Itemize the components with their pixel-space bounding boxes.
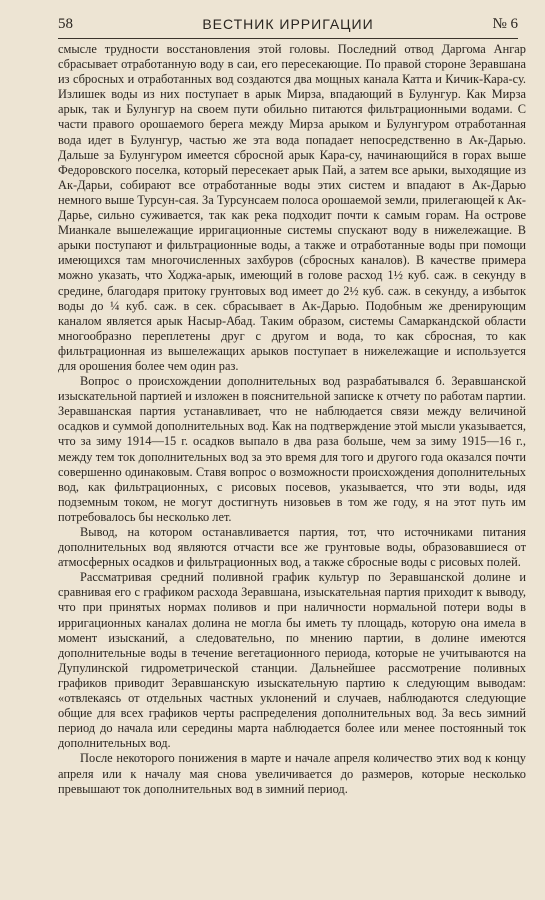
paragraph: После некоторого понижения в марте и начале апреля количество этих вод к концу апреля или к началу мая снова увеличивается до размеров, которые несколько превышают ток дополнительных вод в зимний период.: [58, 751, 526, 796]
journal-title: ВЕСТНИК ИРРИГАЦИИ: [202, 16, 374, 32]
running-header: [58, 14, 518, 39]
paragraph: Вопрос о происхождении дополнительных вод разрабатывался б. Зеравшанской изыскательной партией и изложен в пояснительной записке к отчету по работам партии. Зеравшанская партия устанавливает, что не наблюдается связи между величиной осадков и суммой дополнительных вод. Как на подтверждение этой мысли указывается, что за зиму 1914—15 г. осадков выпало в два раза больше, чем за зиму 1915—16 г., между тем ток дополнительных вод за это время для того и другого года оказался почти совершенно одинаковым. Ставя вопрос о возможности происхождения дополнительных вод, как фильтрационных, с рисовых посевов, указывается, что эти воды, идя подземным током, не могут достигнуть низовьев в том же году, я на этот путь им потребовалось бы несколько лет.: [58, 374, 526, 524]
page-number: 58: [58, 16, 73, 32]
paragraph: Вывод, на котором останавливается партия, тот, что источниками питания дополнительных вод являются отчасти все же грунтовые воды, образовавшиеся от атмосферных осадков и фильтрационных вод, а также сбросные воды с рисовых полей.: [58, 525, 526, 570]
paragraph: Рассматривая средний поливной график культур по Зеравшанской долине и сравнивая его с графиком расхода Зеравшана, изыскательная партия приходит к выводу, что при принятых нормах поливов и при наличности нормальной потери воды в ирригационных каналах долина не могла бы иметь ту площадь, которую она имела в момент изысканий, а следовательно, по мнению партии, в долине имеются дополнительные воды в течение вегетационного периода, которые не учитываются на Дупулинской гидрометрической станции. Дальнейшее рассмотрение поливных графиков приводит Зеравшанскую изыскательную партию к следующим выводам: «отвлекаясь от отдельных частных уклонений и случаев, наблюдаются следующие общие для всех графиков черты распределения дополнительных вод. За весь зимний период до начала или середины марта наблюдается более или менее постоянный ток дополнительных вод.: [58, 570, 526, 751]
article-body: [58, 42, 526, 797]
issue-number: № 6: [492, 16, 518, 32]
paragraph-continuation: смысле трудности восстановления этой головы. Последний отвод Даргома Ангар сбрасывает отработанную воду в саи, его пересекающие. По правой стороне Зеравшана из сбросных и отработанных вод создаются два мощных канала Катта и Кичик-Кара-су. Излишек воды из них поступает в арык Мирза, впадающий в Булунгур. Как Мирза арык, так и Булунгур на своем пути обильно питаются фильтрационными водами. С части правого орошаемого берега между Мирза арыком и Булунгуром отработанная вода идет в Булунгур, частью же эта вода попадает непосредственно в Ак-Дарью. Дальше за Булунгуром имеется сбросной арык Кара-су, начинающийся в горах выше Федоровского поселка, который пересекает арык Пай, а затем все арыки, выходящие из Ак-Дарьи, собирают все отработанные воды этих систем и впадают в Ак-Дарью немного выше Турсун-сая. За Турсунсаем полоса орошаемой земли, прилегающей к Ак-Дарье, сильно суживается, так как река подходит почти к самым горам. На острове Мианкале вышележащие ирригационные системы спускают воду в нижележащие. В арыки поступают и фильтрационные воды, а также и отработанные воды при помощи имеющихся там многочисленных захбуров (сбросных каналов). В качестве примера можно указать, что Ходжа-арык, имеющий в голове расход 1½ куб. саж. в секунду в средине, благодаря притоку грунтовых вод имеет до 2½ куб. саж. в секунду, а избыток воды до ¼ куб. саж. в сек. сбрасывает в Ак-Дарью. Подобным же дренирующим каналом является арык Насыр-Абад. Таким образом, системы Самаркандской области многообразно переплетены друг с другом и вода, то как сбросная, то как фильтрационная из вышележащих арыков поступает в нижележащие и используется для орошения более чем один раз.: [58, 42, 526, 373]
